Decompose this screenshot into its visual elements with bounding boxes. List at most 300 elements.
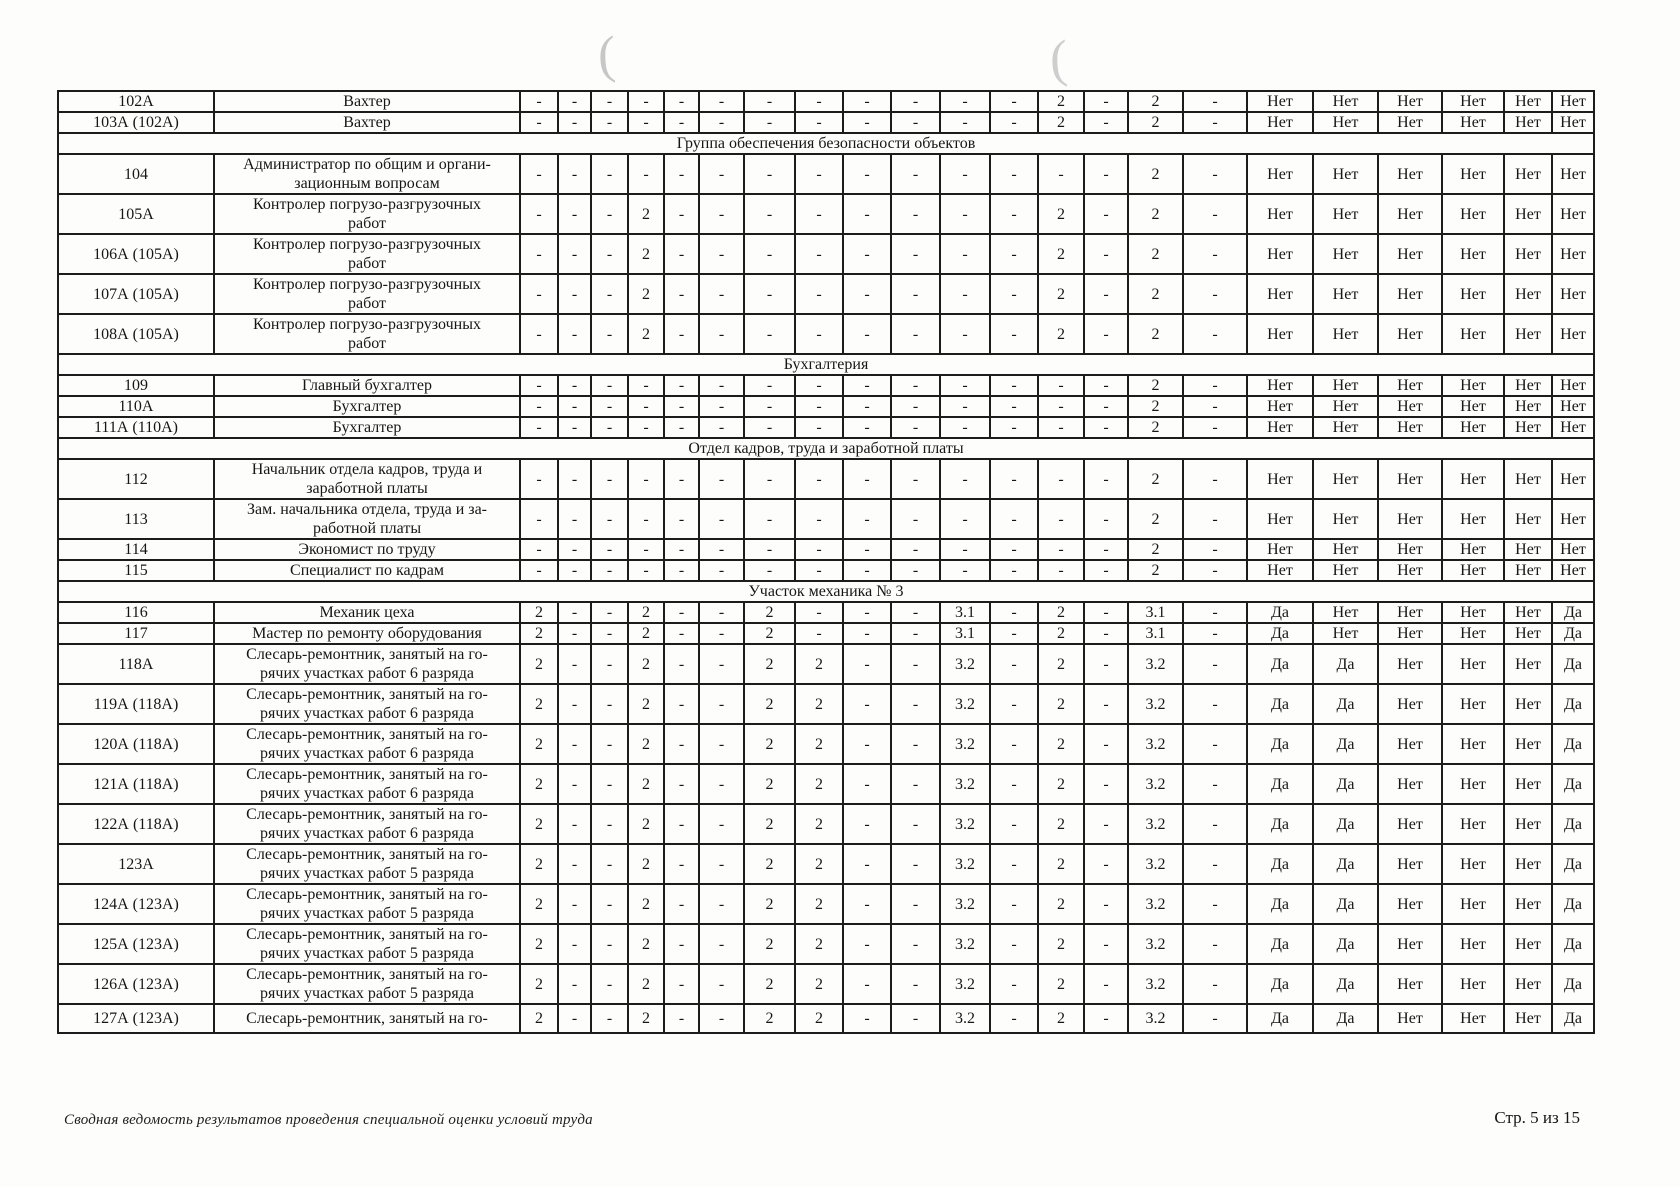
factor-class-cell: - [664, 539, 699, 560]
factor-class-cell: 2 [1038, 602, 1084, 623]
factor-class-cell: - [520, 274, 558, 314]
guarantee-flag-cell: Нет [1504, 91, 1552, 112]
profession-cell [214, 684, 520, 724]
profession-line: работной платы [312, 520, 422, 537]
factor-class-cell: - [1183, 560, 1247, 581]
factor-class-cell: 2 [628, 684, 664, 724]
table-row [58, 964, 1594, 1004]
factor-class-cell: - [1183, 1004, 1247, 1033]
profession-line: Контролер погрузо-разгрузочных [253, 316, 481, 333]
guarantee-flag-cell: Да [1552, 964, 1594, 1004]
factor-class-cell: - [1183, 602, 1247, 623]
factor-class-cell: - [699, 924, 744, 964]
factor-class-cell: - [591, 154, 628, 194]
factor-class-cell: - [891, 499, 940, 539]
factor-class-cell: - [520, 417, 558, 438]
factor-class-cell: 2 [744, 964, 795, 1004]
factor-class-cell: - [940, 154, 990, 194]
guarantee-flag-cell: Нет [1552, 314, 1594, 354]
factor-class-cell: - [940, 234, 990, 274]
section-title: Группа обеспечения безопасности объектов [58, 133, 1594, 154]
factor-class-cell: - [591, 560, 628, 581]
factor-class-cell: - [699, 274, 744, 314]
factor-class-cell: 3.2 [1128, 644, 1183, 684]
factor-class-cell: - [990, 924, 1038, 964]
factor-class-cell: - [744, 91, 795, 112]
factor-class-cell: - [795, 623, 843, 644]
section-header-row [58, 581, 1594, 602]
factor-class-cell: - [744, 396, 795, 417]
factor-class-cell: - [891, 1004, 940, 1033]
factor-class-cell: - [1084, 724, 1128, 764]
profession-line: Контролер погрузо-разгрузочных [253, 276, 481, 293]
table-row [58, 91, 1594, 112]
factor-class-cell: - [1183, 764, 1247, 804]
profession-line: рячих участках работ 5 разряда [260, 865, 474, 882]
guarantee-flag-cell: Да [1313, 1004, 1378, 1033]
factor-class-cell: - [1183, 539, 1247, 560]
factor-class-cell: - [558, 112, 591, 133]
factor-class-cell: - [940, 459, 990, 499]
guarantee-flag-cell: Да [1247, 924, 1313, 964]
factor-class-cell: - [940, 112, 990, 133]
factor-class-cell: - [520, 459, 558, 499]
factor-class-cell: 2 [744, 884, 795, 924]
factor-class-cell: - [990, 417, 1038, 438]
factor-class-cell: - [843, 314, 891, 354]
factor-class-cell: 3.2 [940, 844, 990, 884]
factor-class-cell: 2 [1128, 560, 1183, 581]
guarantee-flag-cell: Нет [1313, 560, 1378, 581]
factor-class-cell: - [843, 964, 891, 1004]
factor-class-cell: - [795, 375, 843, 396]
factor-class-cell: - [990, 396, 1038, 417]
factor-class-cell: - [891, 964, 940, 1004]
factor-class-cell: - [990, 602, 1038, 623]
factor-class-cell: - [990, 499, 1038, 539]
guarantee-flag-cell: Нет [1378, 154, 1442, 194]
factor-class-cell: 2 [795, 964, 843, 1004]
factor-class-cell: - [990, 91, 1038, 112]
factor-class-cell: - [1183, 884, 1247, 924]
factor-class-cell: 2 [1128, 154, 1183, 194]
profession-cell [214, 623, 520, 644]
factor-class-cell: - [795, 194, 843, 234]
factor-class-cell: - [664, 764, 699, 804]
factor-class-cell: 3.1 [1128, 623, 1183, 644]
factor-class-cell: 2 [520, 804, 558, 844]
factor-class-cell: 2 [628, 764, 664, 804]
guarantee-flag-cell: Да [1313, 844, 1378, 884]
guarantee-flag-cell: Нет [1442, 154, 1504, 194]
factor-class-cell: - [843, 560, 891, 581]
factor-class-cell: - [699, 314, 744, 354]
factor-class-cell: - [664, 234, 699, 274]
factor-class-cell: - [628, 560, 664, 581]
table-row [58, 884, 1594, 924]
guarantee-flag-cell: Нет [1442, 623, 1504, 644]
guarantee-flag-cell: Нет [1504, 499, 1552, 539]
guarantee-flag-cell: Нет [1552, 274, 1594, 314]
guarantee-flag-cell: Нет [1504, 112, 1552, 133]
guarantee-flag-cell: Нет [1552, 459, 1594, 499]
factor-class-cell: 3.2 [940, 804, 990, 844]
table-row [58, 764, 1594, 804]
factor-class-cell: - [628, 539, 664, 560]
table-row [58, 112, 1594, 133]
table-row [58, 194, 1594, 234]
guarantee-flag-cell: Нет [1442, 844, 1504, 884]
factor-class-cell: - [558, 396, 591, 417]
factor-class-cell: - [591, 459, 628, 499]
workplace-number-cell: 125А (123А) [58, 924, 214, 964]
guarantee-flag-cell: Нет [1504, 884, 1552, 924]
guarantee-flag-cell: Нет [1504, 924, 1552, 964]
factor-class-cell: - [558, 539, 591, 560]
profession-line: Бухгалтер [332, 419, 402, 436]
factor-class-cell: - [990, 274, 1038, 314]
factor-class-cell: - [795, 234, 843, 274]
factor-class-cell: - [558, 924, 591, 964]
guarantee-flag-cell: Нет [1552, 396, 1594, 417]
guarantee-flag-cell: Да [1552, 684, 1594, 724]
factor-class-cell: 3.2 [940, 764, 990, 804]
factor-class-cell: - [1183, 396, 1247, 417]
factor-class-cell: 3.1 [1128, 602, 1183, 623]
factor-class-cell: - [699, 91, 744, 112]
factor-class-cell: 2 [744, 684, 795, 724]
factor-class-cell: - [891, 884, 940, 924]
workplace-number-cell: 115 [58, 560, 214, 581]
guarantee-flag-cell: Нет [1442, 602, 1504, 623]
factor-class-cell: 2 [520, 844, 558, 884]
workplace-number-cell: 107А (105А) [58, 274, 214, 314]
factor-class-cell: - [699, 602, 744, 623]
factor-class-cell: - [1084, 804, 1128, 844]
guarantee-flag-cell: Нет [1378, 924, 1442, 964]
table-row [58, 274, 1594, 314]
profession-line: Главный бухгалтер [302, 377, 432, 394]
guarantee-flag-cell: Нет [1442, 396, 1504, 417]
workplace-number-cell: 120А (118А) [58, 724, 214, 764]
factor-class-cell: - [744, 154, 795, 194]
profession-line: Контролер погрузо-разгрузочных [253, 236, 481, 253]
factor-class-cell: 2 [520, 1004, 558, 1033]
guarantee-flag-cell: Нет [1378, 314, 1442, 354]
guarantee-flag-cell: Нет [1504, 375, 1552, 396]
factor-class-cell: - [520, 91, 558, 112]
scan-artifact-arc: ( [596, 26, 617, 85]
factor-class-cell: - [990, 459, 1038, 499]
factor-class-cell: 2 [628, 623, 664, 644]
table-row [58, 684, 1594, 724]
factor-class-cell: - [891, 396, 940, 417]
factor-class-cell: - [591, 274, 628, 314]
factor-class-cell: - [891, 724, 940, 764]
guarantee-flag-cell: Нет [1378, 764, 1442, 804]
profession-cell [214, 602, 520, 623]
factor-class-cell: 3.2 [1128, 724, 1183, 764]
factor-class-cell: - [558, 234, 591, 274]
guarantee-flag-cell: Нет [1313, 623, 1378, 644]
factor-class-cell: - [795, 154, 843, 194]
guarantee-flag-cell: Нет [1504, 154, 1552, 194]
factor-class-cell: - [591, 844, 628, 884]
guarantee-flag-cell: Нет [1442, 194, 1504, 234]
guarantee-flag-cell: Да [1552, 924, 1594, 964]
factor-class-cell: 2 [628, 844, 664, 884]
factor-class-cell: - [990, 539, 1038, 560]
factor-class-cell: - [558, 684, 591, 724]
guarantee-flag-cell: Нет [1442, 1004, 1504, 1033]
table-row [58, 396, 1594, 417]
profession-line: Слесарь-ремонтник, занятый на го- [246, 726, 488, 743]
factor-class-cell: 2 [744, 644, 795, 684]
factor-class-cell: 2 [520, 602, 558, 623]
guarantee-flag-cell: Да [1552, 724, 1594, 764]
factor-class-cell: - [558, 560, 591, 581]
profession-line: рячих участках работ 6 разряда [260, 745, 474, 762]
factor-class-cell: - [591, 884, 628, 924]
factor-class-cell: - [1084, 112, 1128, 133]
profession-line: Специалист по кадрам [290, 562, 444, 579]
guarantee-flag-cell: Нет [1552, 499, 1594, 539]
profession-line: рячих участках работ 5 разряда [260, 985, 474, 1002]
factor-class-cell: - [591, 764, 628, 804]
guarantee-flag-cell: Нет [1378, 1004, 1442, 1033]
factor-class-cell: - [699, 375, 744, 396]
guarantee-flag-cell: Нет [1378, 194, 1442, 234]
factor-class-cell: - [1183, 644, 1247, 684]
factor-class-cell: - [940, 539, 990, 560]
factor-class-cell: - [940, 314, 990, 354]
factor-class-cell: - [591, 1004, 628, 1033]
profession-cell [214, 884, 520, 924]
factor-class-cell: - [664, 623, 699, 644]
factor-class-cell: - [1084, 602, 1128, 623]
factor-class-cell: - [558, 804, 591, 844]
table-row [58, 602, 1594, 623]
factor-class-cell: - [843, 539, 891, 560]
factor-class-cell: - [699, 684, 744, 724]
factor-class-cell: - [628, 375, 664, 396]
factor-class-cell: - [1038, 539, 1084, 560]
guarantee-flag-cell: Нет [1442, 804, 1504, 844]
table-row [58, 560, 1594, 581]
guarantee-flag-cell: Нет [1378, 804, 1442, 844]
factor-class-cell: - [1183, 924, 1247, 964]
factor-class-cell: - [1084, 396, 1128, 417]
factor-class-cell: 2 [520, 884, 558, 924]
factor-class-cell: - [990, 764, 1038, 804]
factor-class-cell: - [1183, 234, 1247, 274]
guarantee-flag-cell: Нет [1313, 194, 1378, 234]
factor-class-cell: - [1084, 459, 1128, 499]
profession-cell [214, 234, 520, 274]
factor-class-cell: - [558, 884, 591, 924]
table-row [58, 234, 1594, 274]
factor-class-cell: - [1183, 274, 1247, 314]
table-row [58, 375, 1594, 396]
profession-line: Зам. начальника отдела, труда и за- [246, 501, 487, 518]
factor-class-cell: - [558, 844, 591, 884]
workplace-number-cell: 116 [58, 602, 214, 623]
factor-class-cell: - [795, 112, 843, 133]
profession-line: работ [347, 335, 387, 352]
factor-class-cell: - [795, 459, 843, 499]
factor-class-cell: 2 [628, 314, 664, 354]
factor-class-cell: - [1084, 417, 1128, 438]
factor-class-cell: - [795, 539, 843, 560]
guarantee-flag-cell: Нет [1313, 91, 1378, 112]
guarantee-flag-cell: Нет [1442, 459, 1504, 499]
factor-class-cell: 2 [795, 1004, 843, 1033]
factor-class-cell: - [664, 644, 699, 684]
factor-class-cell: - [699, 844, 744, 884]
factor-class-cell: 2 [1128, 91, 1183, 112]
workplace-number-cell: 117 [58, 623, 214, 644]
factor-class-cell: - [1084, 924, 1128, 964]
factor-class-cell: 2 [1038, 844, 1084, 884]
factor-class-cell: - [891, 539, 940, 560]
guarantee-flag-cell: Нет [1378, 560, 1442, 581]
factor-class-cell: 2 [795, 764, 843, 804]
factor-class-cell: 2 [795, 884, 843, 924]
factor-class-cell: 2 [520, 764, 558, 804]
factor-class-cell: - [891, 459, 940, 499]
factor-class-cell: - [520, 396, 558, 417]
factor-class-cell: - [990, 684, 1038, 724]
factor-class-cell: - [699, 560, 744, 581]
workplace-number-cell: 126А (123А) [58, 964, 214, 1004]
factor-class-cell: - [1084, 684, 1128, 724]
factor-class-cell: - [1084, 154, 1128, 194]
guarantee-flag-cell: Да [1247, 724, 1313, 764]
guarantee-flag-cell: Да [1313, 924, 1378, 964]
factor-class-cell: - [664, 314, 699, 354]
guarantee-flag-cell: Да [1552, 884, 1594, 924]
factor-class-cell: - [664, 375, 699, 396]
profession-line: работ [347, 215, 387, 232]
profession-line: Слесарь-ремонтник, занятый на го- [246, 1010, 488, 1027]
factor-class-cell: - [520, 154, 558, 194]
factor-class-cell: 3.2 [1128, 1004, 1183, 1033]
factor-class-cell: - [699, 964, 744, 1004]
factor-class-cell: 2 [628, 924, 664, 964]
factor-class-cell: - [940, 396, 990, 417]
factor-class-cell: - [843, 804, 891, 844]
profession-cell [214, 844, 520, 884]
factor-class-cell: - [990, 194, 1038, 234]
profession-line: заработной платы [306, 480, 428, 497]
guarantee-flag-cell: Нет [1504, 560, 1552, 581]
factor-class-cell: - [795, 274, 843, 314]
factor-class-cell: - [628, 396, 664, 417]
guarantee-flag-cell: Нет [1442, 417, 1504, 438]
factor-class-cell: - [558, 623, 591, 644]
guarantee-flag-cell: Нет [1504, 459, 1552, 499]
guarantee-flag-cell: Нет [1313, 602, 1378, 623]
factor-class-cell: 2 [744, 1004, 795, 1033]
guarantee-flag-cell: Нет [1378, 602, 1442, 623]
factor-class-cell: - [990, 644, 1038, 684]
factor-class-cell: - [1183, 154, 1247, 194]
guarantee-flag-cell: Да [1247, 684, 1313, 724]
guarantee-flag-cell: Нет [1442, 375, 1504, 396]
factor-class-cell: - [744, 499, 795, 539]
factor-class-cell: 2 [744, 764, 795, 804]
table-row [58, 644, 1594, 684]
profession-line: Экономист по труду [298, 541, 436, 558]
factor-class-cell: - [940, 560, 990, 581]
factor-class-cell: - [1038, 396, 1084, 417]
factor-class-cell: - [744, 112, 795, 133]
profession-cell [214, 964, 520, 1004]
factor-class-cell: - [1183, 499, 1247, 539]
factor-class-cell: - [699, 764, 744, 804]
workplace-number-cell: 124А (123А) [58, 884, 214, 924]
factor-class-cell: - [628, 499, 664, 539]
factor-class-cell: 2 [1128, 499, 1183, 539]
guarantee-flag-cell: Нет [1378, 396, 1442, 417]
factor-class-cell: 3.2 [940, 644, 990, 684]
guarantee-flag-cell: Да [1313, 804, 1378, 844]
guarantee-flag-cell: Нет [1504, 623, 1552, 644]
profession-line: Бухгалтер [332, 398, 402, 415]
factor-class-cell: - [558, 764, 591, 804]
factor-class-cell: - [990, 844, 1038, 884]
table-row [58, 539, 1594, 560]
factor-class-cell: - [591, 91, 628, 112]
guarantee-flag-cell: Нет [1247, 194, 1313, 234]
factor-class-cell: - [628, 459, 664, 499]
workplace-number-cell: 119А (118А) [58, 684, 214, 724]
factor-class-cell: 2 [520, 964, 558, 1004]
factor-class-cell: - [1183, 684, 1247, 724]
factor-class-cell: - [940, 91, 990, 112]
factor-class-cell: - [1183, 112, 1247, 133]
factor-class-cell: - [843, 724, 891, 764]
factor-class-cell: - [744, 314, 795, 354]
factor-class-cell: 2 [628, 964, 664, 1004]
guarantee-flag-cell: Нет [1442, 924, 1504, 964]
factor-class-cell: 2 [1128, 314, 1183, 354]
guarantee-flag-cell: Да [1247, 844, 1313, 884]
factor-class-cell: - [628, 417, 664, 438]
profession-cell [214, 924, 520, 964]
factor-class-cell: - [891, 274, 940, 314]
factor-class-cell: 3.2 [1128, 684, 1183, 724]
document-title-footer: Сводная ведомость результатов проведения специальной оценки условий труда [64, 1112, 593, 1128]
factor-class-cell: 3.2 [940, 724, 990, 764]
factor-class-cell: 2 [520, 924, 558, 964]
factor-class-cell: - [843, 91, 891, 112]
factor-class-cell: - [744, 194, 795, 234]
factor-class-cell: - [664, 91, 699, 112]
factor-class-cell: 2 [1038, 623, 1084, 644]
workplace-number-cell: 109 [58, 375, 214, 396]
guarantee-flag-cell: Нет [1442, 684, 1504, 724]
guarantee-flag-cell: Нет [1378, 539, 1442, 560]
factor-class-cell: - [591, 417, 628, 438]
factor-class-cell: 3.2 [1128, 884, 1183, 924]
profession-line: Вахтер [343, 114, 391, 131]
factor-class-cell: - [664, 112, 699, 133]
factor-class-cell: - [664, 884, 699, 924]
factor-class-cell: - [1183, 314, 1247, 354]
factor-class-cell: - [1038, 499, 1084, 539]
table-row [58, 623, 1594, 644]
